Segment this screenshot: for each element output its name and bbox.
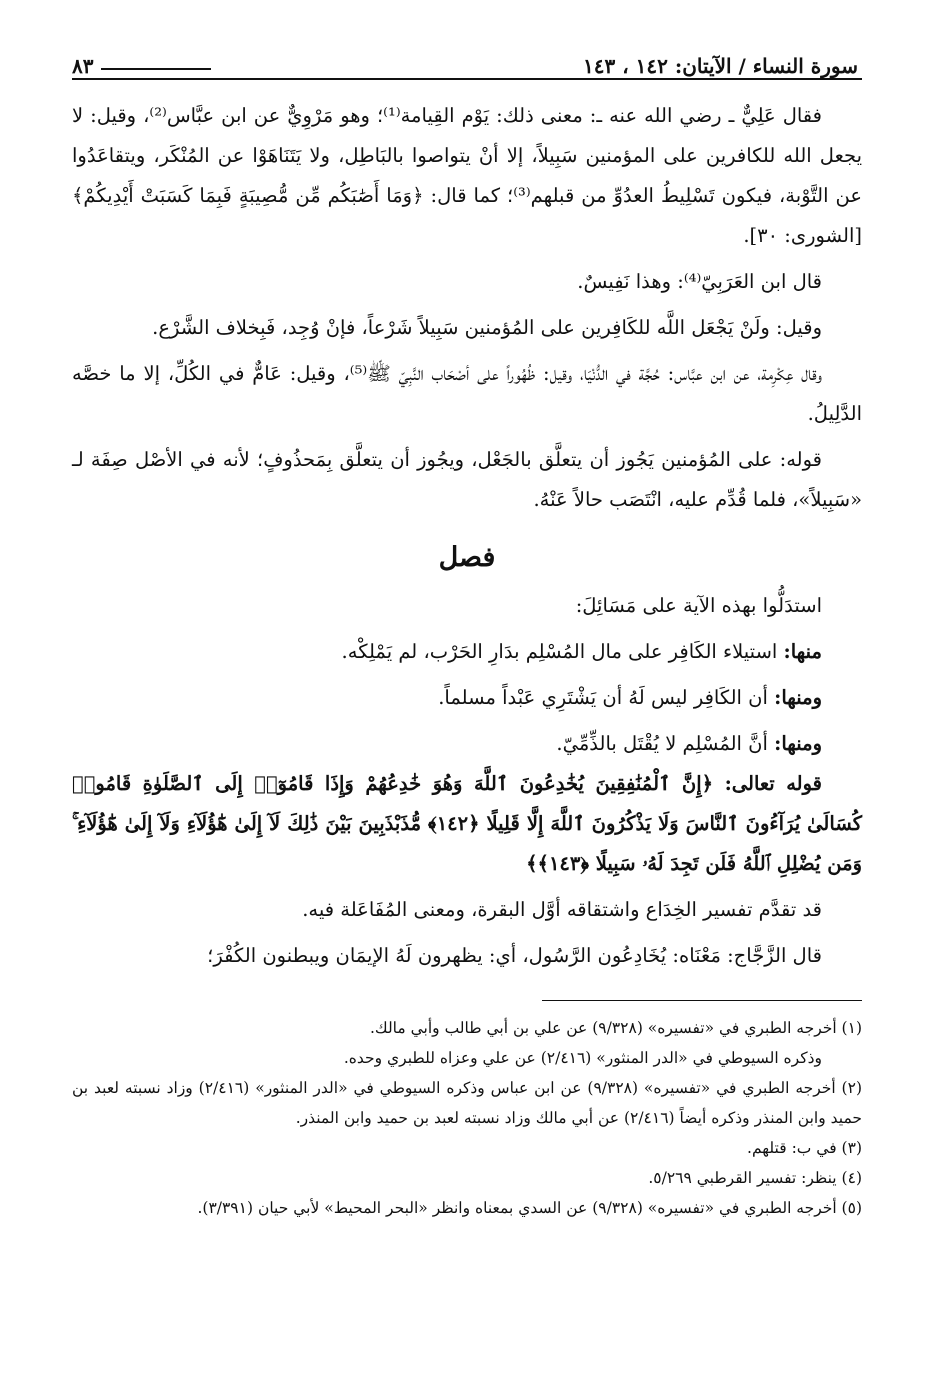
paragraph: قوله: على المُؤمنين يَجُوز أن يتعلَّق بالجَعْل، ويجُوز أن يتعلَّق بِمَحذُوفٍ؛ لأنه في الأصْل صِفَة لـ «سَبِيلاً»، فلما قُدِّم عليه، انْتَصَب حالاً عَنْهُ. (72, 448, 862, 511)
main-text (72, 96, 862, 976)
list-item-text: أن الكَافِر ليس لَهُ أن يَشْتَرِي عَبْداً مسلماً. (438, 686, 768, 709)
verse-text: ﴿إِنَّ ٱلْمُنَٰفِقِينَ يُخَٰدِعُونَ ٱللَّهَ وَهُوَ خَٰدِعُهُمْ وَإِذَا قَامُوٓا۟ إِلَى ٱلصَّلَوٰةِ قَامُوا۟ كُسَالَىٰ يُرَآءُونَ ٱلنَّاسَ وَلَا يَذْكُرُونَ ٱللَّهَ إِلَّا قَلِيلًا ﴿١٤٢﴾ مُّذَبْذَبِينَ بَيْنَ ذَٰلِكَ لَآ إِلَىٰ هَٰٓؤُلَآءِ وَلَآ إِلَىٰ هَٰٓؤُلَآءِ ۚ وَمَن يُضْلِلِ ٱللَّهُ فَلَن تَجِدَ لَهُۥ سَبِيلًا ﴿١٤٣﴾﴾ (72, 772, 862, 875)
list-item (72, 632, 862, 672)
footnotes (72, 1013, 862, 1223)
list-item (72, 724, 862, 764)
paragraph: قال الزَّجَّاج: مَعْنَاه: يُخَادِعُون الرَّسُول، أي: يظهرون لَهُ الإيمَان ويبطنون الكُفْرَ؛ (207, 944, 822, 967)
footnote-divider (542, 1000, 862, 1001)
footnote: (١) أخرجه الطبري في «تفسيره» (٩/٣٢٨) عن علي بن أبي طالب وأبي مالك. (369, 1019, 862, 1037)
running-header (72, 38, 862, 80)
surah-title: سورة النساء / الآيتان: ١٤٢ ، ١٤٣ (583, 54, 858, 78)
paragraph: قد تقدَّم تفسير الخِدَاع واشتقاقه أوَّل البقرة، ومعنى المُفَاعَلة فيه. (302, 898, 822, 921)
verse-lead: قوله تعالى: (724, 772, 822, 795)
page-number: ٨٣ (72, 54, 94, 78)
list-item (72, 678, 862, 718)
list-item-lead: ومنها: (774, 686, 822, 709)
paragraph: وقال عِكْرِمة، عن ابن عبَّاس: حُجَّة في الدُّنْيَا، وقيل: ظُهُوراً على أصْحَاب النَّبِيّ ﷺ⁽⁵⁾، وقيل: عَامٌّ في الكُلِّ، إلا ما خصَّه الدَّلِيلُ. (72, 362, 862, 425)
footnote: (٣) في ب: قتلهم. (747, 1139, 862, 1157)
footnote: (٢) أخرجه الطبري في «تفسيره» (٩/٣٢٨) عن ابن عباس وذكره السيوطي في «الدر المنثور» (٢/٤١٦) وزاد نسبته لعبد بن حميد وابن المنذر وذكره أيضاً (٢/٤١٦) عن أبي مالك وزاد نسبته لعبد بن حميد وابن المنذر. (72, 1079, 862, 1127)
footnote: (٤) ينظر: تفسير القرطبي ٥/٢٦٩. (648, 1169, 862, 1187)
list-item-text: استيلاء الكَافِر على مال المُسْلِم بدَارِ الحَرْب، لم يَمْلِكْه. (341, 640, 778, 663)
paragraph: فقال عَلِيٌّ ـ رضي الله عنه ـ: معنى ذلك: يَوْم القِيامة⁽¹⁾؛ وهو مَرْوِيٌّ عن ابن عبَّاس⁽²⁾، وقيل: لا يجعل الله للكافرين على المؤمنين سَبِيلاً، إلا أنْ يتواصوا بالبَاطِل، ولا يَتَنَاهَوْا عن المُنْكَر، ويتقاعَدُوا عن التَّوْبة، فيكون تَسْلِيطُ العدُوِّ من قبلهم⁽³⁾؛ كما قال: ﴿وَمَا أَصَٰبَكُم مِّن مُّصِيبَةٍ فَبِمَا كَسَبَتْ أَيْدِيكُمْ﴾ [الشورى: ٣٠]. (72, 104, 862, 247)
footnote: (٥) أخرجه الطبري في «تفسيره» (٩/٣٢٨) عن السدي بمعناه وانظر «البحر المحيط» لأبي حيان (٣/٣٩١). (197, 1199, 862, 1217)
list-item-lead: منها: (783, 640, 822, 663)
footnote: وذكره السيوطي في «الدر المنثور» (٢/٤١٦) عن علي وعزاه للطبري وحده. (343, 1049, 822, 1067)
paragraph: قال ابن العَرَبِيّ⁽⁴⁾: وهذا نَفِيسٌ. (577, 270, 822, 293)
list-item-text: أنَّ المُسْلِم لا يُقْتَل بالذِّمِّيّ. (556, 732, 768, 755)
page-number-block (72, 54, 211, 78)
paragraph: استدَلُّوا بهذه الآية على مَسَائِلَ: (575, 594, 822, 617)
section-heading: فصل (438, 542, 496, 573)
header-rule (101, 68, 211, 70)
quran-verse (72, 764, 862, 884)
paragraph: وقيل: ولَنْ يَجْعَل اللَّه للكَافِرين على المُؤمنين سَبِيلاً شَرْعاً، فإنْ وُجِد، فَبِخلاف الشَّرْع. (152, 316, 822, 339)
book-page (72, 38, 862, 1223)
list-item-lead: ومنها: (774, 732, 822, 755)
